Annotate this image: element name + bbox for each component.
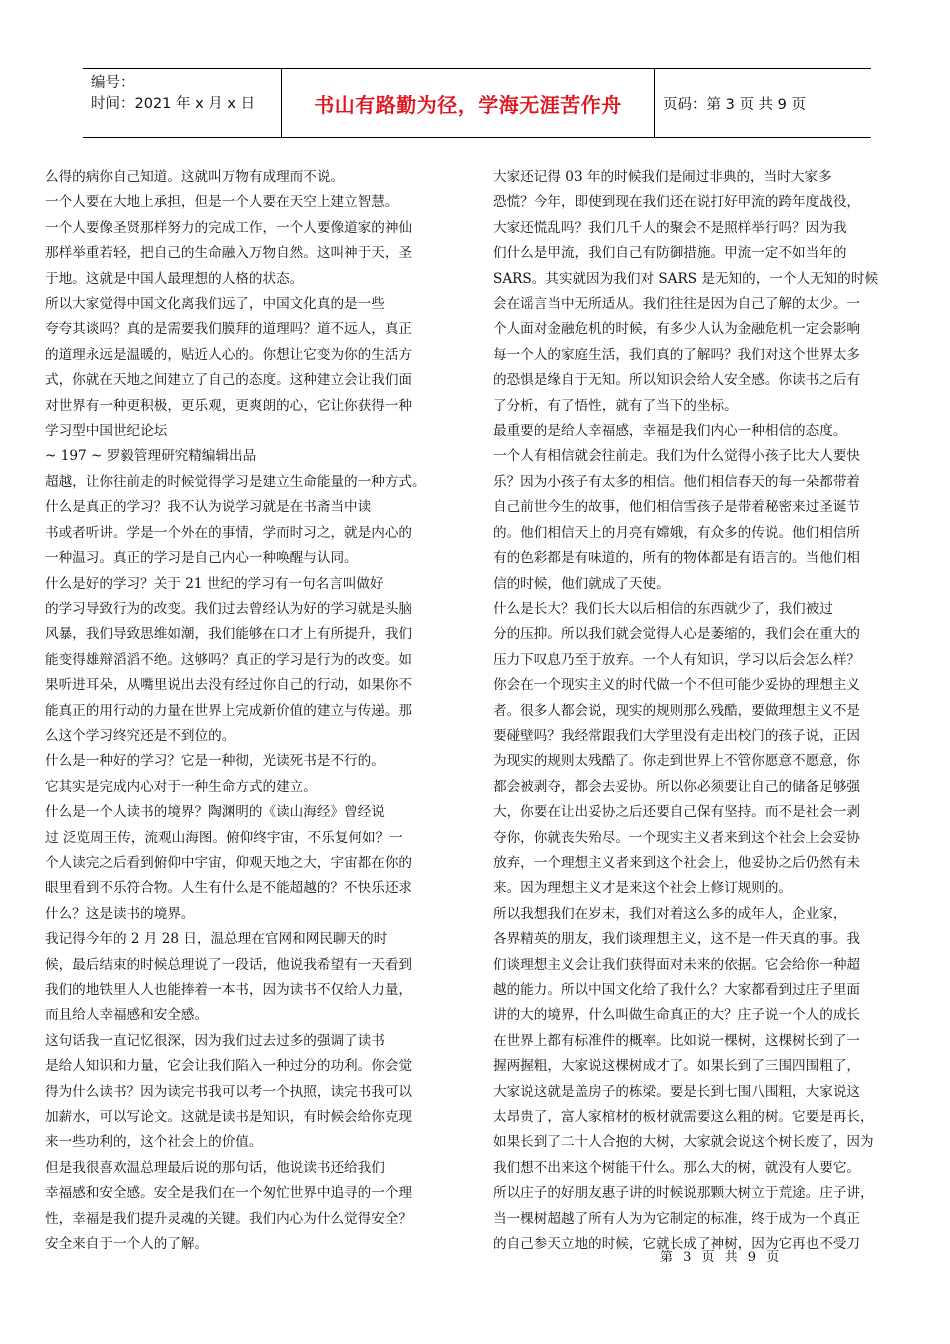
text-line: 安全来自于一个人的了解。 [45, 1236, 209, 1253]
text-line: 为现实的规则太残酷了。你走到世界上不管你愿意不愿意，你 [493, 753, 861, 770]
text-line: 讲的大的境界，什么叫做生命真正的大？庄子说一个人的成长 [493, 1007, 861, 1024]
text-line: 个人读完之后看到俯仰中宇宙，仰观天地之大，宇宙都在你的 [45, 854, 413, 871]
text-line: 放弃，一个理想主义者来到这个社会上，他妥协之后仍然有未 [493, 854, 861, 871]
text-line: 大家还记得 03 年的时候我们是闹过非典的，当时大家多 [493, 169, 832, 185]
header-meta [83, 69, 282, 137]
text-line: 而且给人幸福感和安全感。 [45, 1007, 209, 1024]
text-line: 书或者听讲。学是一个外在的事情，学而时习之，就是内心的 [45, 524, 413, 541]
text-line: 所以我想我们在岁末，我们对着这么多的成年人，企业家， [493, 905, 847, 922]
text-line: 的道理永远是温暖的，贴近人心的。你想让它变为你的生活方 [45, 346, 413, 363]
text-line: 握两握粗，大家说这棵树成才了。如果长到了三围四围粗了， [493, 1058, 861, 1075]
text-line: 要碰壁吗？我经常跟我们大学里没有走出校门的孩子说，正因 [493, 727, 861, 744]
text-line: 是给人知识和力量，它会让我们陷入一种过分的功利。你会觉 [45, 1058, 413, 1075]
text-line: 我们想不出来这个树能干什么。那么大的树，就没有人要它。 [493, 1159, 861, 1176]
page-footer: 第 3 页 共 9 页 [660, 1250, 783, 1265]
text-line: 于地。这就是中国人最理想的人格的状态。 [45, 270, 304, 287]
text-line: 如果长到了二十人合抱的大树，大家就会说这个树长废了，因为 [493, 1134, 874, 1151]
text-line: 我们的地铁里人人也能捧着一本书，因为读书不仅给人力量， [45, 982, 413, 998]
header-motto: 书山有路勤为径，学海无涯苦作舟 [282, 69, 655, 137]
text-line: 什么？这是读书的境界。 [45, 905, 195, 922]
text-line: 压力下叹息乃至于放弃。一个人有知识，学习以后会怎么样？ [493, 651, 861, 668]
text-line: 一个人要在大地上承担，但是一个人要在天空上建立智慧。 [45, 194, 399, 211]
text-line: 越的能力。所以中国文化给了我什么？大家都看到过庄子里面 [493, 982, 861, 998]
text-line: 什么是真正的学习？我不认为说学习就是在书斋当中读 [45, 499, 372, 516]
text-line: 的。他们相信天上的月亮有嫦娥，有众多的传说。他们相信所 [493, 524, 861, 541]
text-line: 有的色彩都是有味道的，所有的物体都是有语言的。当他们相 [493, 550, 861, 567]
text-line: 么得的病你自己知道。这就叫万物有成理而不说。 [45, 169, 345, 185]
text-line: 的学习导致行为的改变。我们过去曾经认为好的学习就是头脑 [45, 600, 413, 617]
text-line: 么这个学习终究还是不到位的。 [45, 727, 236, 744]
text-line: 太昂贵了，富人家棺材的板材就需要这么粗的树。它要是再长， [493, 1109, 874, 1126]
text-line: 大，你要在让出妥协之后还要自己保有坚持。而不是社会一剥 [493, 804, 861, 821]
text-line: 幸福感和安全感。安全是我们在一个匆忙世界中追寻的一个理 [45, 1185, 413, 1202]
text-line: 能变得雄辩滔滔不绝。这够吗？真正的学习是行为的改变。如 [45, 651, 413, 668]
text-line: 候，最后结束的时候总理说了一段话，他说我希望有一天看到 [45, 956, 413, 973]
text-line: 自己前世今生的故事，他们相信雪孩子是带着秘密来过圣诞节 [493, 499, 861, 516]
text-line: 它其实是完成内心对于一种生命方式的建立。 [45, 778, 317, 795]
text-line: 式，你就在天地之间建立了自己的态度。这种建立会让我们面 [45, 372, 413, 389]
text-line: 一种温习。真正的学习是自己内心一种唤醒与认同。 [45, 550, 358, 567]
text-line: 来。因为理想主义才是来这个社会上修订规则的。 [493, 880, 793, 897]
page-header [83, 68, 871, 138]
text-line: ~ 197 ~ 罗毅管理研究精编辑出品 [45, 448, 257, 465]
text-line: 但是我很喜欢温总理最后说的那句话，他说读书还给我们 [45, 1159, 385, 1176]
text-line: 在世界上都有标准件的概率。比如说一棵树，这棵树长到了一 [493, 1032, 861, 1049]
text-line: 果听进耳朵，从嘴里说出去没有经过你自己的行动，如果你不 [45, 677, 413, 694]
text-line: 所以庄子的好朋友惠子讲的时候说那颗大树立于荒途。庄子讲， [493, 1185, 874, 1202]
text-line: 最重要的是给人幸福感，幸福是我们内心一种相信的态度。 [493, 423, 847, 440]
text-line: 来一些功利的，这个社会上的价值。 [45, 1134, 263, 1151]
text-line: 分的压抑。所以我们就会觉得人心是萎缩的，我们会在重大的 [493, 626, 861, 643]
text-line: 一个人有相信就会往前走。我们为什么觉得小孩子比大人要快 [493, 448, 861, 465]
text-line: 加薪水，可以写论文。这就是读书是知识，有时候会给你克现 [45, 1109, 413, 1126]
text-line: 的自己参天立地的时候，它就长成了神树，因为它再也不受刀 [493, 1236, 861, 1253]
text-line: 你会在一个现实主义的时代做一个不但可能少妥协的理想主义 [493, 677, 861, 694]
text-line: 大家还慌乱吗？我们几千人的聚会不是照样举行吗？因为我 [493, 219, 847, 236]
text-line: 那样举重若轻，把自己的生命融入万物自然。这叫神于天，圣 [45, 245, 413, 262]
text-line: 什么是长大？我们长大以后相信的东西就少了，我们被过 [493, 600, 833, 617]
text-line: 什么是一种好的学习？它是一种彻，光读死书是不行的。 [45, 753, 385, 770]
text-line: 各界精英的朋友，我们谈理想主义，这不是一件天真的事。我 [493, 931, 861, 948]
text-line: 者。很多人都会说，现实的规则那么残酷，要做理想主义不是 [493, 702, 861, 719]
text-line: 这句话我一直记忆很深，因为我们过去过多的强调了读书 [45, 1032, 385, 1049]
header-page-info: 页码：第 3 页 共 9 页 [663, 96, 806, 113]
text-line: 大家说这就是盖房子的栋梁。要是长到七围八围粗，大家说这 [493, 1083, 861, 1100]
document-date: 时间：2021 年 x 月 x 日 [91, 96, 256, 112]
text-line: 的恐惧是缘自于无知。所以知识会给人安全感。你读书之后有 [493, 372, 861, 389]
document-number: 编号： [91, 75, 135, 91]
text-line: 夸夸其谈吗？真的是需要我们膜拜的道理吗？道不远人，真正 [45, 321, 413, 338]
text-line: 当一棵树超越了所有人为为它制定的标准，终于成为一个真正 [493, 1210, 861, 1227]
text-line: 乐？因为小孩子有太多的相信。他们相信春天的每一朵都带着 [493, 473, 861, 490]
text-line: 个人面对金融危机的时候，有多少人认为金融危机一定会影响 [493, 321, 861, 338]
text-line: SARS。其实就因为我们对 SARS 是无知的，一个人无知的时候 [493, 270, 879, 287]
text-line: 夺你，你就丧失殆尽。一个现实主义者来到这个社会上会妥协 [493, 829, 861, 846]
text-line: 学习型中国世纪论坛 [45, 423, 168, 440]
text-line: 都会被剥夺，都会去妥协。所以你必须要让自己的储备足够强 [493, 778, 861, 795]
left-text-column [45, 165, 440, 1257]
text-line: 什么是一个人读书的境界？陶渊明的《读山海经》曾经说 [45, 804, 385, 821]
text-line: 对世界有一种更积极，更乐观，更爽朗的心，它让你获得一种 [45, 397, 413, 414]
text-line: 过 泛览周王传，流观山海图。俯仰终宇宙，不乐复何如？一 [45, 829, 403, 846]
text-line: 每一个人的家庭生活，我们真的了解吗？我们对这个世界太多 [493, 346, 861, 363]
text-line: 们什么是甲流，我们自己有防御措施。甲流一定不如当年的 [493, 245, 847, 262]
text-line: 信的时候，他们就成了天使。 [493, 575, 670, 592]
text-line: 了分析，有了悟性，就有了当下的坐标。 [493, 397, 738, 414]
right-text-column [493, 165, 888, 1257]
text-line: 眼里看到不乐符合物。人生有什么是不能超越的？不快乐还求 [45, 880, 413, 897]
text-line: 能真正的用行动的力量在世界上完成新价值的建立与传递。那 [45, 702, 413, 719]
text-line: 我记得今年的 2 月 28 日，温总理在官网和网民聊天的时 [45, 931, 388, 948]
text-line: 什么是好的学习？关于 21 世纪的学习有一句名言叫做好 [45, 575, 384, 592]
text-line: 会在谣言当中无所适从。我们往往是因为自己了解的太少。一 [493, 296, 861, 313]
text-line: 所以大家觉得中国文化离我们远了，中国文化真的是一些 [45, 296, 385, 313]
text-line: 们谈理想主义会让我们获得面对未来的依据。它会给你一种超 [493, 956, 861, 973]
text-line: 一个人要像圣贤那样努力的完成工作，一个人要像道家的神仙 [45, 219, 413, 236]
text-line: 性，幸福是我们提升灵魂的关键。我们内心为什么觉得安全？ [45, 1210, 413, 1227]
text-line: 风暴，我们导致思维如潮，我们能够在口才上有所提升，我们 [45, 626, 413, 643]
text-line: 超越，让你往前走的时候觉得学习是建立生命能量的一种方式。 [45, 473, 426, 490]
text-line: 得为什么读书？因为读完书我可以考一个执照，读完书我可以 [45, 1083, 413, 1100]
text-line: 恐慌？今年，即使到现在我们还在说打好甲流的跨年度战役， [493, 194, 861, 211]
